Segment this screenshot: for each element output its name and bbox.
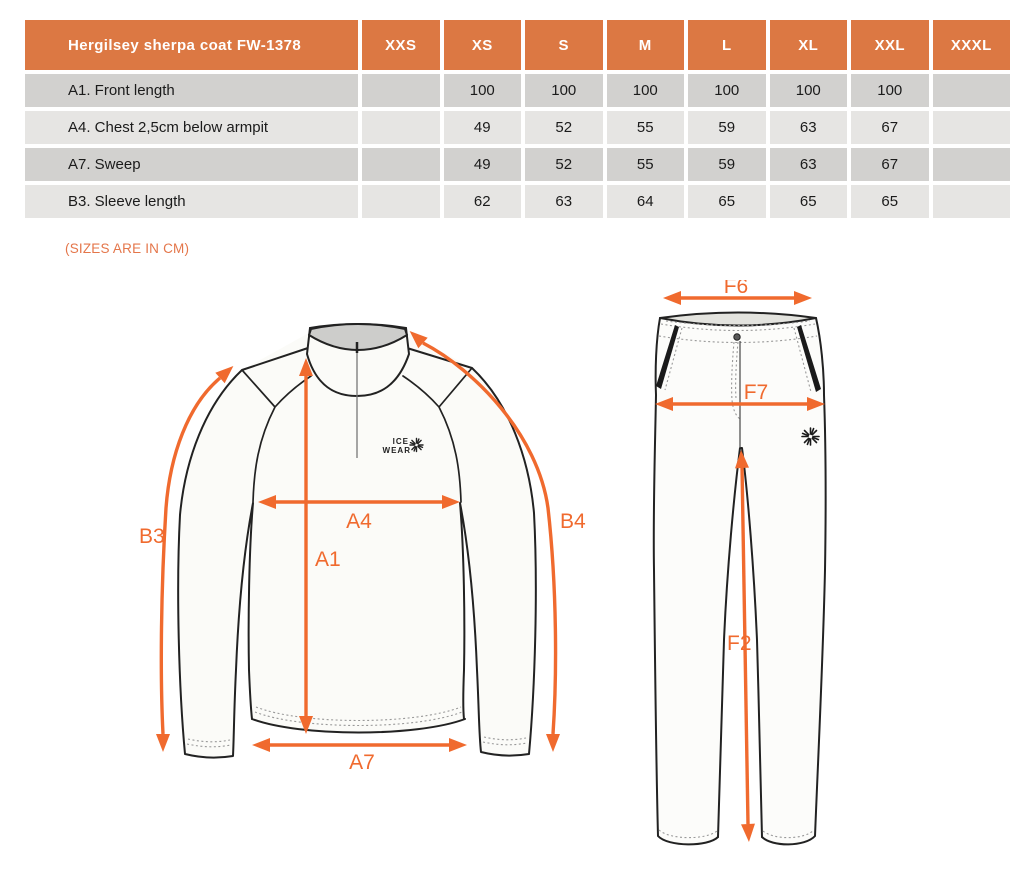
f2-label: F2: [727, 632, 752, 655]
a7-arrowhead-right: [449, 738, 467, 752]
b3-arrowhead-bottom: [156, 734, 170, 752]
table-cell: [933, 185, 1011, 218]
table-cell: 64: [607, 185, 685, 218]
table-cell: 100: [851, 74, 929, 107]
table-cell: [362, 185, 440, 218]
brand-logo-text-bottom: WEAR: [382, 446, 411, 455]
b3-label: B3: [139, 525, 165, 548]
table-cell: [362, 74, 440, 107]
a4-label: A4: [346, 510, 372, 533]
size-table: [25, 20, 1010, 218]
table-cell: 55: [607, 111, 685, 144]
col-header-xs: XS: [444, 20, 522, 70]
table-cell: 67: [851, 111, 929, 144]
col-header-xxxl: XXXL: [933, 20, 1011, 70]
table-cell: 55: [607, 148, 685, 181]
row-label-chest: A4. Chest 2,5cm below armpit: [25, 111, 358, 144]
table-cell: [933, 148, 1011, 181]
table-cell: [933, 111, 1011, 144]
table-cell: 100: [525, 74, 603, 107]
table-title: Hergilsey sherpa coat FW-1378: [25, 20, 358, 70]
a7-arrowhead-left: [252, 738, 270, 752]
table-cell: 100: [770, 74, 848, 107]
table-cell: 62: [444, 185, 522, 218]
units-note: (SIZES ARE IN CM): [65, 241, 190, 256]
table-cell: [362, 148, 440, 181]
f6-arrowhead-left: [663, 291, 681, 305]
table-cell: [933, 74, 1011, 107]
table-cell: 100: [444, 74, 522, 107]
a1-label: A1: [315, 548, 341, 571]
table-cell: 52: [525, 111, 603, 144]
col-header-m: M: [607, 20, 685, 70]
f2-arrowhead-bottom: [741, 824, 756, 843]
f6-arrowhead-right: [794, 291, 812, 305]
brand-logo-text-top: ICE: [392, 437, 409, 446]
table-cell: 65: [770, 185, 848, 218]
row-label-front-length: A1. Front length: [25, 74, 358, 107]
col-header-xxs: XXS: [362, 20, 440, 70]
coat-measurement-diagram: [130, 290, 610, 790]
table-cell: 100: [688, 74, 766, 107]
col-header-l: L: [688, 20, 766, 70]
table-cell: 100: [607, 74, 685, 107]
table-cell: 59: [688, 148, 766, 181]
b4-label: B4: [560, 510, 586, 533]
table-cell: 63: [525, 185, 603, 218]
col-header-s: S: [525, 20, 603, 70]
table-cell: [362, 111, 440, 144]
row-label-sleeve-length: B3. Sleeve length: [25, 185, 358, 218]
table-cell: 52: [525, 148, 603, 181]
pants-measurement-diagram: [630, 280, 1029, 880]
table-cell: 65: [688, 185, 766, 218]
table-cell: 49: [444, 111, 522, 144]
b4-arrowhead-bottom: [546, 734, 560, 752]
col-header-xxl: XXL: [851, 20, 929, 70]
row-label-sweep: A7. Sweep: [25, 148, 358, 181]
col-header-xl: XL: [770, 20, 848, 70]
f7-label: F7: [743, 381, 769, 404]
f6-label: F6: [723, 280, 749, 298]
a7-label: A7: [349, 751, 375, 774]
table-cell: 59: [688, 111, 766, 144]
table-cell: 65: [851, 185, 929, 218]
table-cell: 63: [770, 111, 848, 144]
waist-button: [734, 334, 740, 340]
table-cell: 63: [770, 148, 848, 181]
table-cell: 67: [851, 148, 929, 181]
table-cell: 49: [444, 148, 522, 181]
